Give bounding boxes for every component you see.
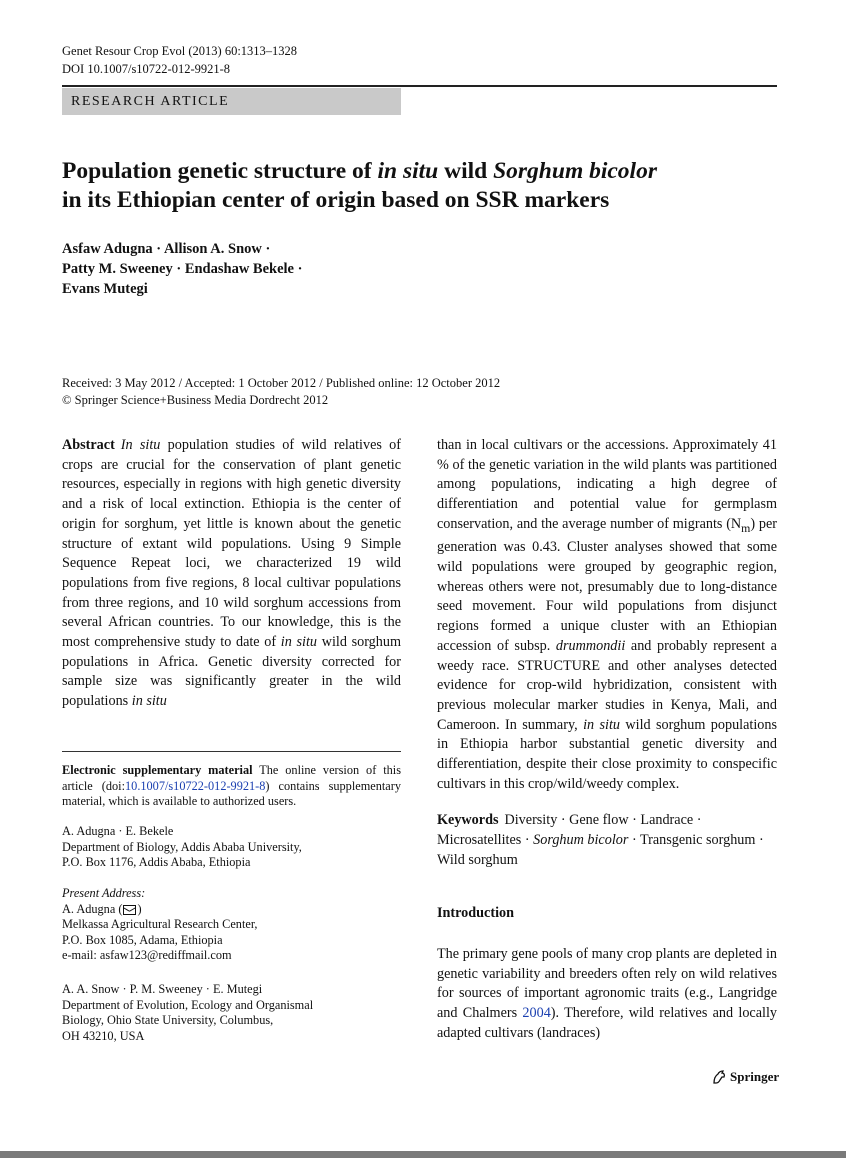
supplementary-note: Electronic supplementary material The online version of this article (doi:10.1007/s10722-012-9921-8) contains supplementary material, which is available to authorized users. [62, 763, 401, 809]
doi-link[interactable]: 10.1007/s10722-012-9921-8 [125, 778, 266, 793]
abstract-continued: than in local cultivars or the accessions. Approximately 41 % of the genetic variation in the wild plants was partitioned among populations, indicating a high degree of differentiation and potential value for germplasm conservation, and the average number of migrants $(N_m)$ per generation was 0.43. Cluster analyses showed that some wild populations were grouped by geographic region, whereas others were not, presumably due to long-distance seed movement. Four wild populations from disjunct regions formed a unique cluster with an Ethiopian accession of subsp. drummondii and probably represent a weedy race. STRUCTURE and other analyses detected evidence for crop-wild hybridization, consistent with previous molecular marker studies in Kenya, Mali, and Cameroon. In summary, in situ wild sorghum populations in Ethiopia harbor substantial genetic diversity and differentiation, despite their close proximity to conspecific cultivars in this crop/wild/weedy complex. [437, 437, 777, 792]
abstract-left-column: Abstract In situ population studies of wild relatives of crops are crucial for the conservation of plant genetic resources, especially in regions with high genetic diversity and a risk of local extinction. Ethiopia is the center of origin for sorghum, yet little is known about the genetic structure of extant wild populations. Using 9 Simple Sequence Repeat loci, we characterized 19 wild populations from five regions, 8 local cultivar populations from three regions, and 10 wild sorghum accessions from several African countries. To our knowledge, this is the most comprehensive study to date of in situ wild sorghum populations in Africa. Genetic diversity corrected for sample size was significantly greater in the wild populations in situ [62, 437, 401, 710]
envelope-icon [123, 905, 136, 915]
introduction-heading: Introduction [437, 905, 514, 921]
keywords: Keywords Diversity · Gene flow · Landrace · Microsatellites · Sorghum bicolor · Transgenic sorghum · Wild sorghum [437, 812, 764, 868]
present-address: Present Address: A. Adugna ( ) Melkassa Agricultural Research Center, P.O. Box 1085, Adama, Ethiopia e-mail: asfaw123@rediffmail.com [62, 886, 401, 964]
article-type-banner: RESEARCH ARTICLE [62, 88, 401, 115]
page-bottom-edge [0, 1151, 846, 1158]
article-title: Population genetic structure of in situ wild Sorghum bicolor in its Ethiopian center of origin based on SSR markers [62, 158, 657, 213]
journal-doi: DOI 10.1007/s10722-012-9921-8 [62, 62, 231, 76]
abstract-right-column [437, 436, 777, 871]
email-address: e-mail: asfaw123@rediffmail.com [62, 948, 232, 963]
reference-link[interactable]: 2004 [522, 1005, 551, 1022]
abstract-label: Abstract [62, 437, 115, 453]
introduction-body: The primary gene pools of many crop plants are depleted in genetic variability and breeders often rely on wild relatives for sources of important agronomic traits (e.g., Langridge and Chalmers 2004). Therefore, wild relatives and locally adapted cultivars (landraces) [437, 946, 777, 1041]
footnote-rule [62, 751, 401, 752]
affiliation-1: A. Adugna · E. Bekele Department of Biology, Addis Ababa University, P.O. Box 1176, Addis Ababa, Ethiopia [62, 824, 302, 870]
affiliation-2: A. A. Snow · P. M. Sweeney · E. Mutegi Department of Evolution, Ecology and Organismal Biology, Ohio State University, Columbus, OH 43210, USA [62, 982, 314, 1043]
journal-citation: Genet Resour Crop Evol (2013) 60:1313–1328 [62, 44, 298, 58]
springer-horse-icon [711, 1070, 727, 1085]
publisher-logo: Springer [711, 1069, 779, 1085]
header-rule [62, 85, 777, 87]
publication-dates: Received: 3 May 2012 / Accepted: 1 October 2012 / Published online: 12 October 2012 © Springer Science+Business Media Dordrecht 2012 [62, 376, 501, 407]
author-list: Asfaw Adugna · Allison A. Snow · Patty M. Sweeney · Endashaw Bekele · Evans Mutegi [62, 241, 303, 297]
